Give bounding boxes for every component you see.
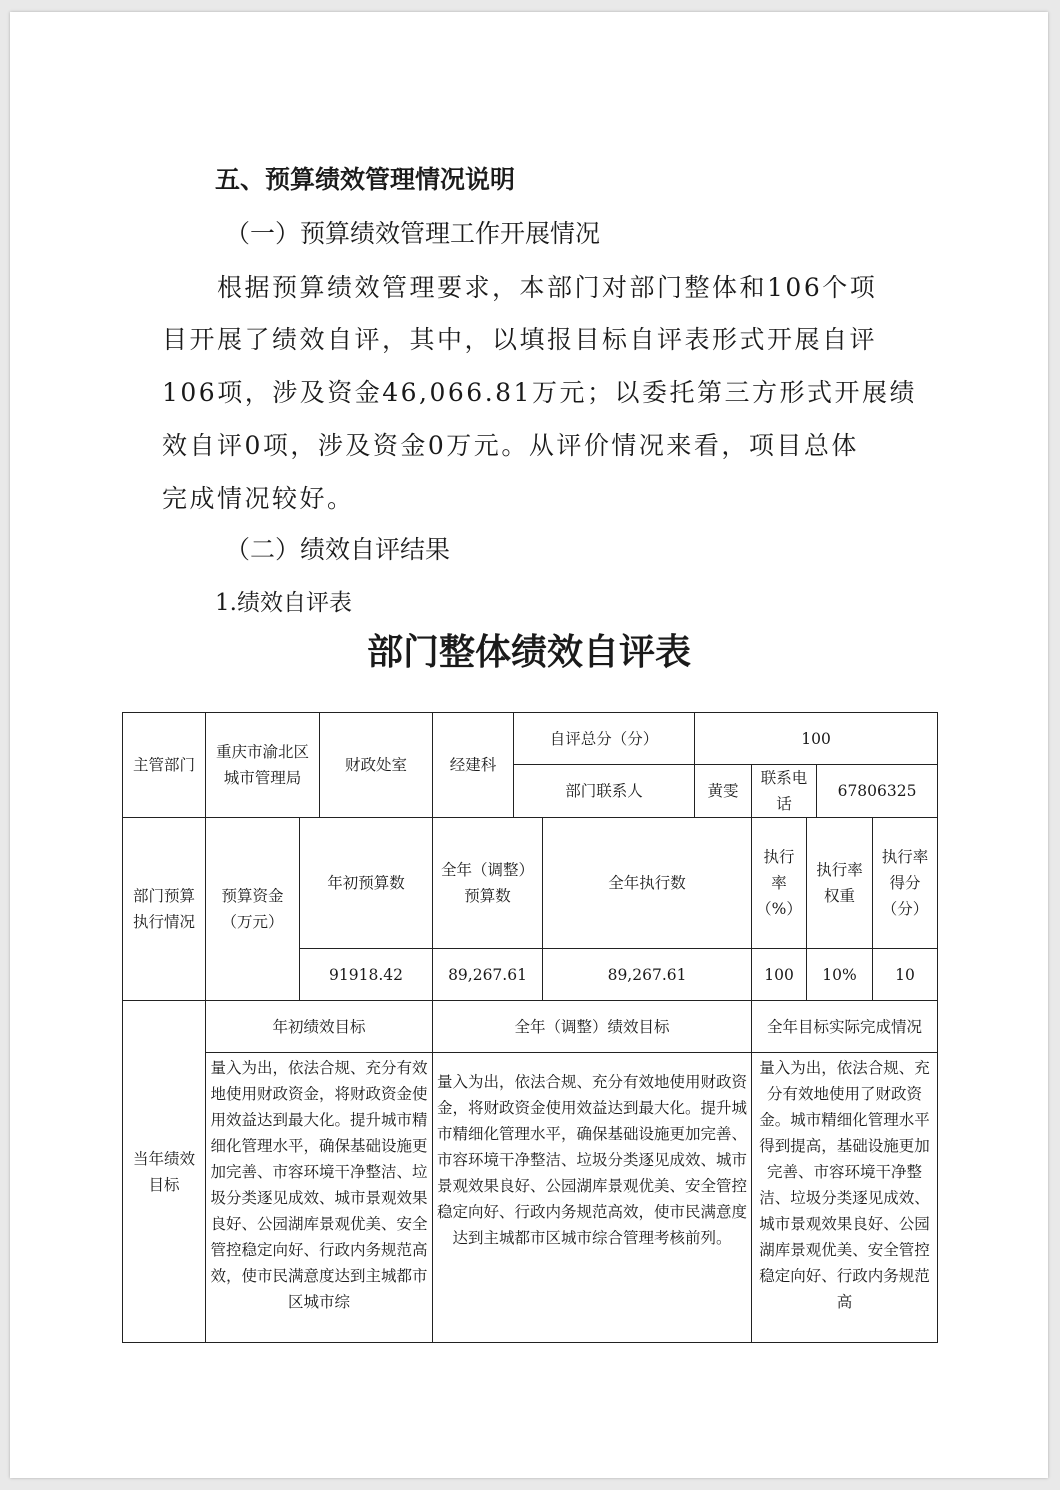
goal-adjusted-text: 量入为出，依法合规、充分有效地使用财政资金，将财政资金使用效益达到最大化。提升城市精细化管理水平，确保基础设施更加完善、市容环境干净整洁、垃圾分类逐见成效、城市景观效果良好、公园湖库景观优美、安全管控稳定向好、行政内务规范高效，使市民满意度达到主城都市区城市综合管理考核前列。: [437, 1072, 748, 1247]
value-cell: 100: [695, 713, 938, 765]
paragraph-line: 根据预算绩效管理要求，本部门对部门整体和106个项: [217, 273, 878, 302]
value-cell: 89,267.61: [433, 949, 543, 1001]
value-cell: 黄雯: [695, 765, 752, 818]
column-header: 执行率（%）: [752, 818, 807, 949]
column-header: 年初绩效目标: [206, 1001, 433, 1053]
column-header: 执行率得分（分）: [873, 818, 938, 949]
label-cell: 部门预算执行情况: [123, 818, 206, 1001]
label-cell: 主管部门: [123, 713, 206, 818]
value-cell: 10%: [807, 949, 873, 1001]
value-cell: 财政处室: [320, 713, 433, 818]
goal-actual-text: 量入为出，依法合规、充分有效地使用了财政资金。城市精细化管理水平得到提高，基础设施更加完善、市容环境干净整洁、垃圾分类逐见成效、城市景观效果良好、公园湖库景观优美、安全管控稳定向好、行政内务规范高: [759, 1058, 930, 1311]
section-heading: 五、预算绩效管理情况说明: [215, 165, 516, 194]
label-cell: 当年绩效目标: [123, 1001, 206, 1343]
column-header: 执行率权重: [807, 818, 873, 949]
column-header: 全年（调整）预算数: [433, 818, 543, 949]
value-cell: 91918.42: [300, 949, 433, 1001]
paragraph-line: 106项，涉及资金46,066.81万元；以委托第三方形式开展绩: [162, 378, 917, 407]
label-cell: 联系电话: [752, 765, 817, 818]
label-cell: 预算资金（万元）: [206, 818, 300, 1001]
column-header: 全年执行数: [543, 818, 752, 949]
column-header: 年初预算数: [300, 818, 433, 949]
paragraph-line: 完成情况较好。: [162, 484, 355, 513]
table-title: 部门整体绩效自评表: [366, 632, 691, 673]
paragraph-line: 目开展了绩效自评，其中，以填报目标自评表形式开展自评: [162, 325, 878, 354]
paragraph-line: 效自评0项，涉及资金0万元。从评价情况来看，项目总体: [162, 431, 859, 460]
goal-text-cell: [433, 1053, 752, 1343]
value-cell: 重庆市渝北区城市管理局: [206, 713, 320, 818]
column-header: 全年目标实际完成情况: [752, 1001, 938, 1053]
goal-text-cell: [752, 1053, 938, 1343]
label-cell: 自评总分（分）: [514, 713, 695, 765]
value-cell: 67806325: [817, 765, 938, 818]
column-header: 全年（调整）绩效目标: [433, 1001, 752, 1053]
subsection-heading-3: 1.绩效自评表: [215, 590, 352, 616]
label-cell: 部门联系人: [514, 765, 695, 818]
value-cell: 89,267.61: [543, 949, 752, 1001]
value-cell: 100: [752, 949, 807, 1001]
self-evaluation-table: [122, 712, 938, 1343]
value-cell: 10: [873, 949, 938, 1001]
goal-initial-text: 量入为出，依法合规、充分有效地使用财政资金，将财政资金使用效益达到最大化。提升城市精细化管理水平，确保基础设施更加完善、市容环境干净整洁、垃圾分类逐见成效、城市景观效果良好、公园湖库景观优美、安全管控稳定向好、行政内务规范高效，使市民满意度达到主城都市区城市综: [210, 1058, 428, 1311]
subsection-heading-1: （一）预算绩效管理工作开展情况: [225, 219, 601, 248]
value-cell: 经建科: [433, 713, 514, 818]
goal-text-cell: [206, 1053, 433, 1343]
document-page: [10, 12, 1048, 1478]
subsection-heading-2: （二）绩效自评结果: [225, 535, 451, 564]
